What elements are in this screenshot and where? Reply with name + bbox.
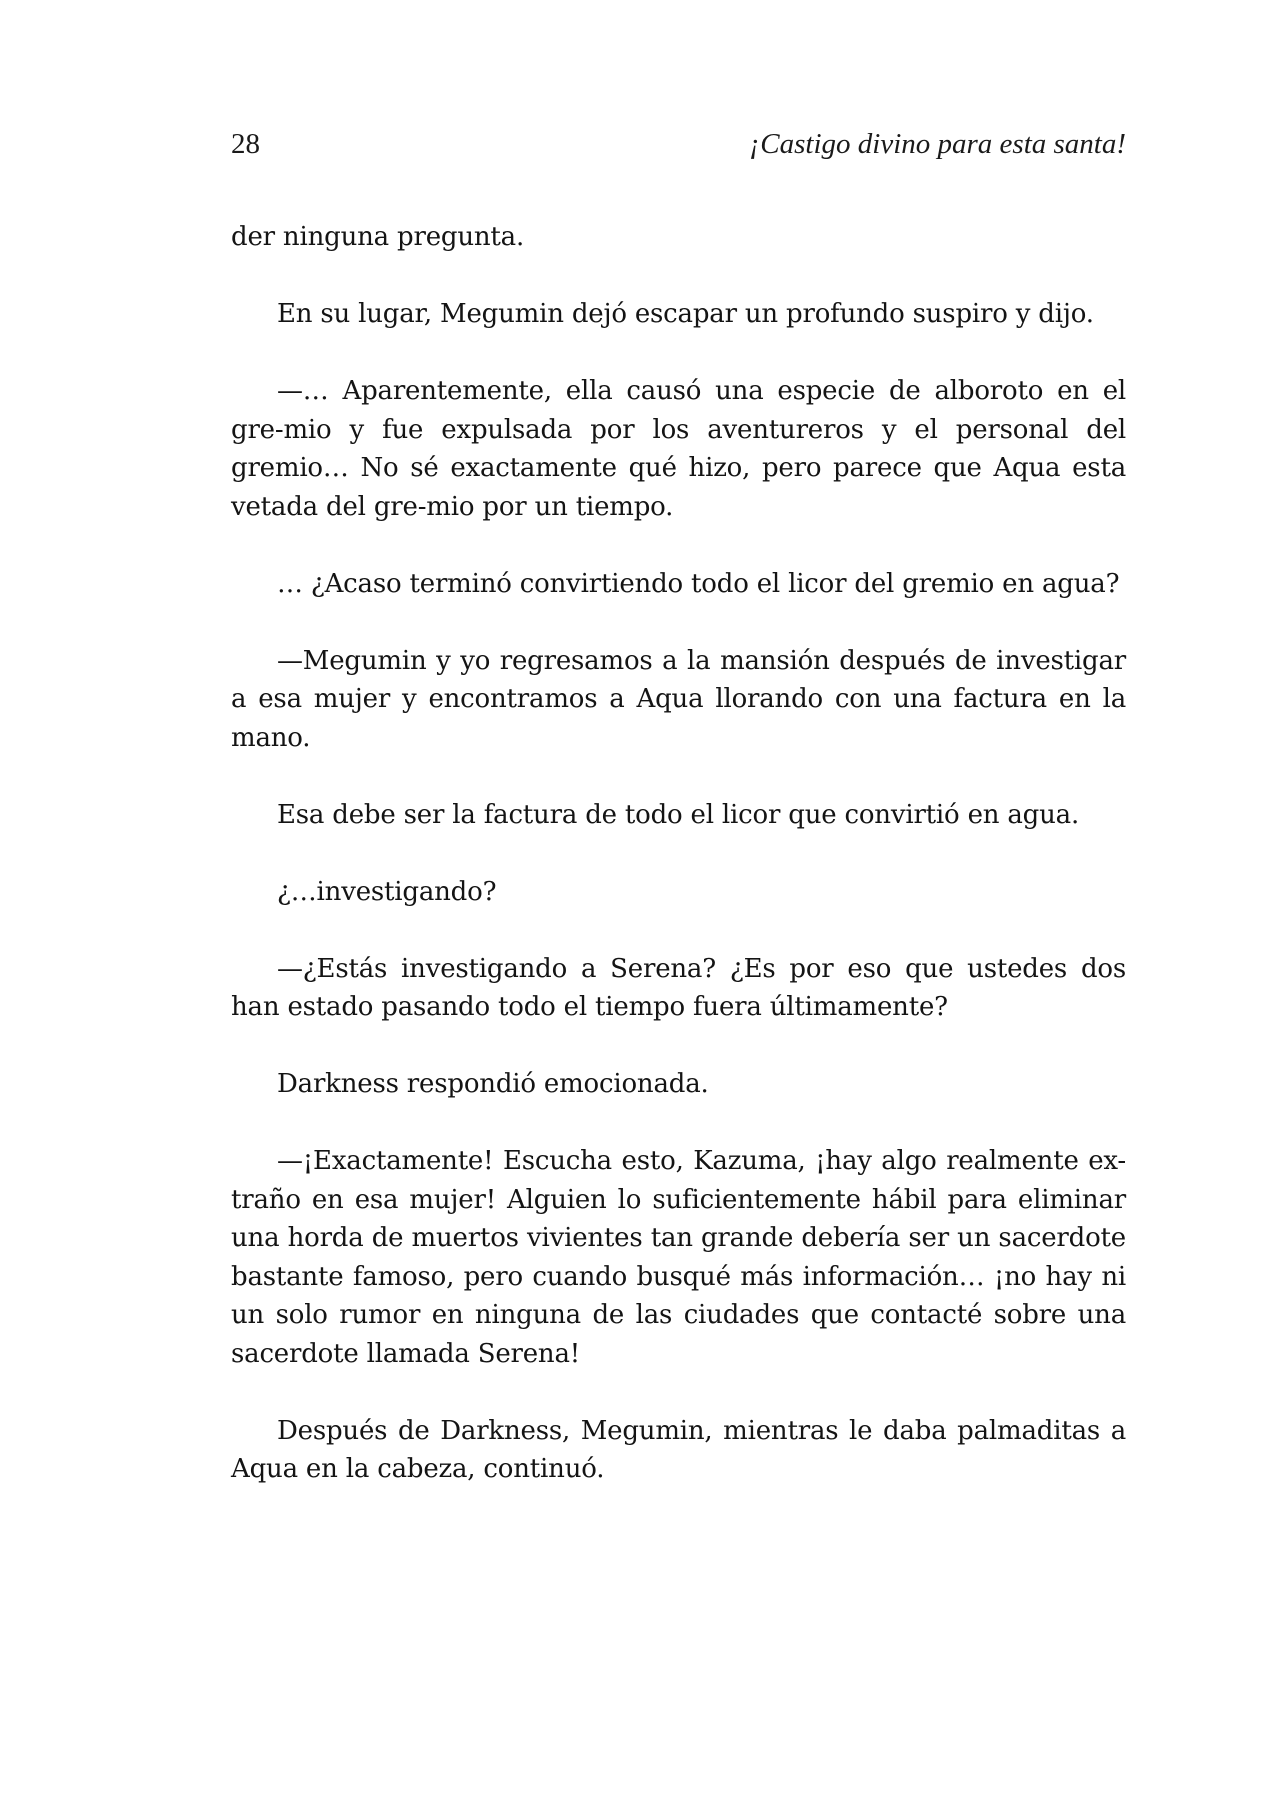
page-header bbox=[231, 128, 1126, 172]
paragraph: —Megumin y yo regresamos a la mansión después de investigar a esa mujer y encontramos a Aqua llorando con una factura en la mano. bbox=[231, 645, 1126, 753]
paragraph: En su lugar, Megumin dejó escapar un profundo suspiro y dijo. bbox=[277, 299, 1094, 329]
running-title: ¡Castigo divino para esta santa! bbox=[748, 128, 1126, 160]
paragraph: —¿Estás investigando a Serena? ¿Es por eso que ustedes dos han estado pasando todo el tiempo fuera últimamente? bbox=[231, 953, 1126, 1022]
body-text bbox=[231, 218, 1126, 1527]
paragraph: der ninguna pregunta. bbox=[231, 222, 525, 252]
paragraph: Después de Darkness, Megumin, mientras le daba palmaditas a Aqua en la cabeza, continuó. bbox=[231, 1415, 1126, 1484]
page-number: 28 bbox=[231, 128, 260, 160]
paragraph: —¡Exactamente! Escucha esto, Kazuma, ¡hay algo realmente ex-traño en esa mujer! Alguien lo suficientemente hábil para eliminar una horda de muertos vivientes tan grande debería ser un sacerdote bastante famoso, pero cuando busqué más información… ¡no hay ni un solo rumor en ninguna de las ciudades que contacté sobre una sacerdote llamada Serena! bbox=[231, 1146, 1126, 1369]
paragraph: ¿…investigando? bbox=[277, 876, 497, 907]
paragraph: … ¿Acaso terminó convirtiendo todo el licor del gremio en agua? bbox=[277, 568, 1120, 599]
paragraph: Darkness respondió emocionada. bbox=[277, 1069, 709, 1099]
paragraph: Esa debe ser la factura de todo el licor que convirtió en agua. bbox=[277, 799, 1080, 830]
paragraph: —… Aparentemente, ella causó una especie de alboroto en el gre-mio y fue expulsada por los aventureros y el personal del gremio… No sé exactamente qué hizo, pero parece que Aqua esta vetada del gre-mio por un tiempo. bbox=[231, 376, 1126, 522]
